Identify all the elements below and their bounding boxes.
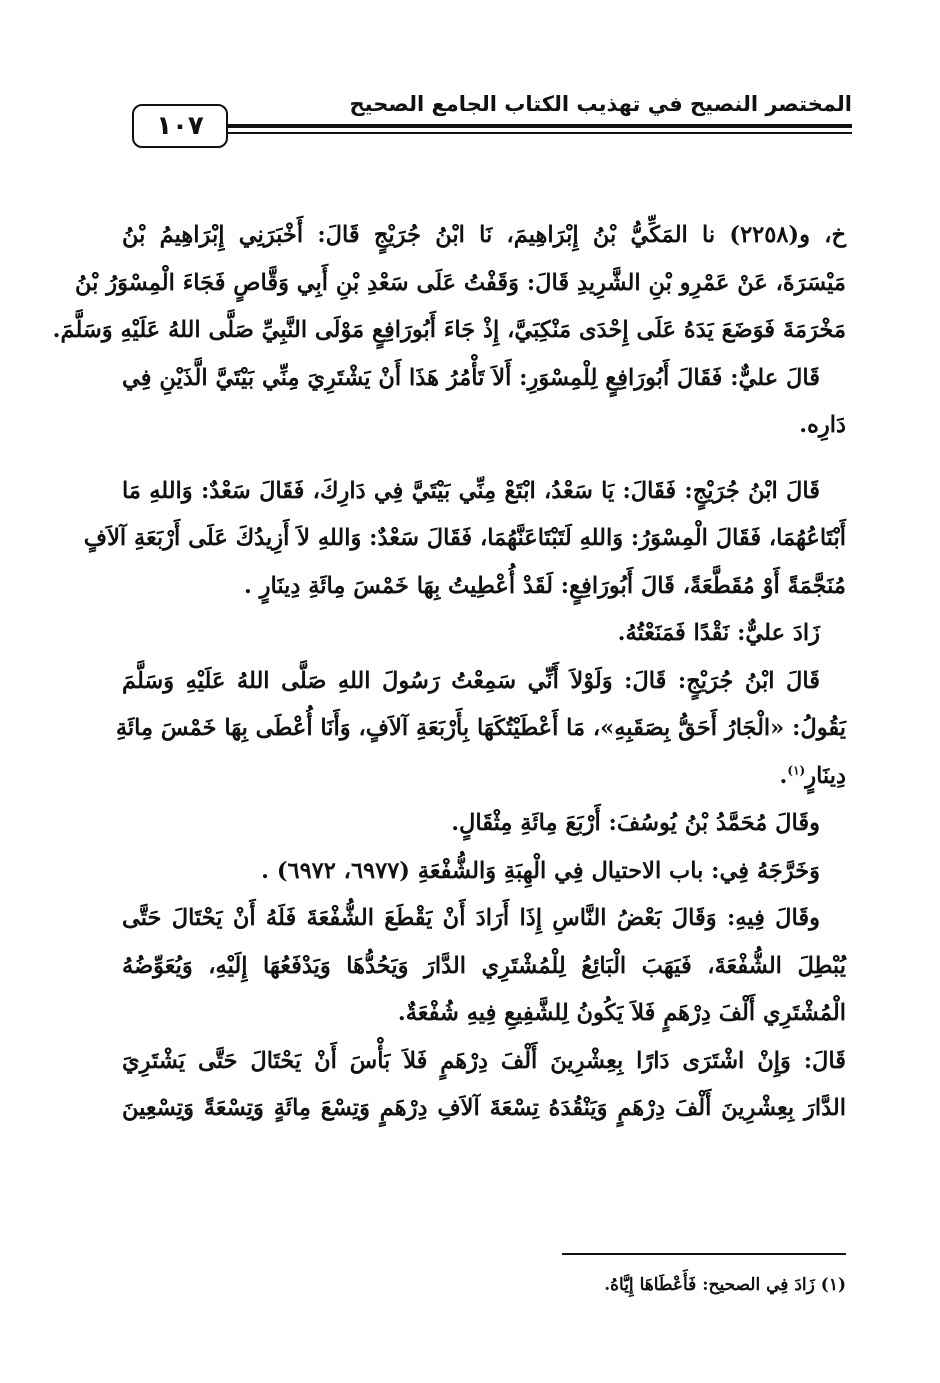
text-line: وقَالَ مُحَمَّدُ بْنُ يُوسُفَ: أَرْبَعَ مِائَةِ مِثْقَالٍ. xyxy=(451,810,820,836)
header-rule-thick xyxy=(226,124,852,128)
text-fragment: دِينَارٍ xyxy=(805,762,846,789)
footnote-text: زَادَ فِي الصحيح: فَأَعْطَاهَا إِيَّاهُ. xyxy=(604,1275,815,1295)
footnote xyxy=(604,1275,846,1295)
paragraph-kharrajahu xyxy=(122,848,846,896)
paragraph-muhammad xyxy=(122,800,846,848)
paragraph-ibn-jurayj-2 xyxy=(115,658,846,801)
footnote-marker: (١) xyxy=(820,1275,846,1295)
text-line: الدَّارَ بِعِشْرِينَ أَلْفَ دِرْهَمٍ وَيَنْقُدَهُ تِسْعَةَ آلاَفِ دِرْهَمٍ وَتِسْعَ مِائَةٍ وَتِسْعَةً وَتِسْعِينَ xyxy=(122,1095,846,1121)
text-fragment: . xyxy=(779,762,788,789)
paragraph-ali xyxy=(122,355,846,450)
text-line: قَالَ: وَإِنْ اشْتَرَى دَارًا بِعِشْرِينَ أَلْفَ دِرْهَمٍ فَلاَ بَأْسَ أَنْ يَحْتَالَ حَتَّى يَشْتَرِيَ xyxy=(122,1047,846,1074)
text-line: زَادَ عليٌّ: نَقْدًا فَمَنَعْتُهُ. xyxy=(617,620,820,646)
header-rule-thin xyxy=(226,132,852,134)
text-line: قَالَ ابْنُ جُرَيْجٍ: فَقَالَ: يَا سَعْدُ، ابْتَعْ مِنِّي بَيْتَيَّ فِي دَارِكَ، فَقَالَ سَعْدٌ: وَاللهِ مَا xyxy=(122,477,820,504)
text-line: قَالَ ابْنُ جُرَيْجٍ: قَالَ: وَلَوْلاَ أَنِّي سَمِعْتُ رَسُولَ اللهِ صَلَّى اللهُ عَلَيْهِ وَسَلَّمَ xyxy=(122,667,820,694)
text-line: دَارِه. xyxy=(799,412,846,438)
text-line: وَخَرَّجَهُ فِي: باب الاحتيال فِي الْهِبَةِ وَالشُّفْعَةِ (٦٩٧٧، ٦٩٧٢) . xyxy=(261,857,820,884)
text-line: يُبْطِلَ الشُّفْعَةَ، فَيَهَبَ الْبَائِعُ لِلْمُشْتَرِي الدَّارَ وَيَحُدُّهَا وَيَدْفَعُهَا إِلَيْهِ، وَيُعَوِّضُهُ xyxy=(122,952,846,979)
running-title: المختصر النصيح في تهذيب الكتاب الجامع الصحيح xyxy=(349,92,852,116)
main-text xyxy=(52,212,846,1133)
text-line: يَقُولُ: «الْجَارُ أَحَقُّ بِصَقَبِهِ»، مَا أَعْطَيْتُكَهَا بِأَرْبَعَةِ آلاَفٍ، وَأَنَا أُعْطَى بِهَا خَمْسَ مِائَةِ xyxy=(115,715,846,741)
text-line: خ، و(٢٢٥٨) نا المَكِّيُّ بْنُ إِبْرَاهِيمَ، نَا ابْنُ جُرَيْجٍ قَالَ: أَخْبَرَنِي إِبْرَاهِيمُ بْنُ xyxy=(122,222,846,248)
text-line: أَبْتَاعُهُمَا، فَقَالَ الْمِسْوَرُ: وَاللهِ لَتَبْتَاعَنَّهُمَا، فَقَالَ سَعْدٌ: وَاللهِ لاَ أَزِيدُكَ عَلَى أَرْبَعَةِ آلاَفٍ xyxy=(83,525,846,551)
paragraph-ibn-jurayj-1 xyxy=(83,468,846,611)
footnote-reference: (١) xyxy=(787,763,806,777)
paragraph-isnad xyxy=(52,212,846,355)
text-line: مَيْسَرَةَ، عَنْ عَمْرِو بْنِ الشَّرِيدِ قَالَ: وَقَفْتُ عَلَى سَعْدِ بْنِ أَبِي وَقَّاصٍ فَجَاءَ الْمِسْوَرُ بْنُ xyxy=(75,269,846,296)
text-line: قَالَ عليٌّ: فَقَالَ أَبُورَافِعٍ لِلْمِسْوَرِ: أَلاَ تَأْمُرُ هَذَا أَنْ يَشْتَرِيَ مِنِّي بَيْتَيَّ الَّذَيْنِ فِي xyxy=(122,364,820,391)
text-line: مَخْرَمَةَ فَوَضَعَ يَدَهُ عَلَى إِحْدَى مَنْكِبَيَّ، إِذْ جَاءَ أَبُورَافِعٍ مَوْلَى النَّبِيِّ صَلَّى اللهُ عَلَيْهِ وَسَلَّمَ. xyxy=(52,317,846,343)
footnote-separator xyxy=(562,1253,846,1255)
paragraph-zada xyxy=(122,610,846,658)
text-line: مُنَجَّمَةً أَوْ مُقَطَّعَةً، قَالَ أَبُورَافِعٍ: لَقَدْ أُعْطِيتُ بِهَا خَمْسَ مِائَةِ دِينَارٍ . xyxy=(243,572,846,599)
paragraph-qala xyxy=(122,1038,846,1133)
page-number: ١٠٧ xyxy=(156,111,204,141)
text-line: وقَالَ فِيهِ: وَقَالَ بَعْضُ النَّاسِ إِذَا أَرَادَ أَنْ يَقْطَعَ الشُّفْعَةَ فَلَهُ أَنْ يَحْتَالَ حَتَّى xyxy=(122,905,820,931)
page-number-box xyxy=(132,104,228,148)
paragraph-wa-qala xyxy=(122,895,846,1038)
page-header xyxy=(128,82,852,154)
text-line: الْمُشْتَرِي أَلْفَ دِرْهَمٍ فَلاَ يَكُونُ لِلشَّفِيعِ فِيهِ شُفْعَةٌ. xyxy=(397,1000,846,1026)
text-line-with-note xyxy=(122,753,846,801)
